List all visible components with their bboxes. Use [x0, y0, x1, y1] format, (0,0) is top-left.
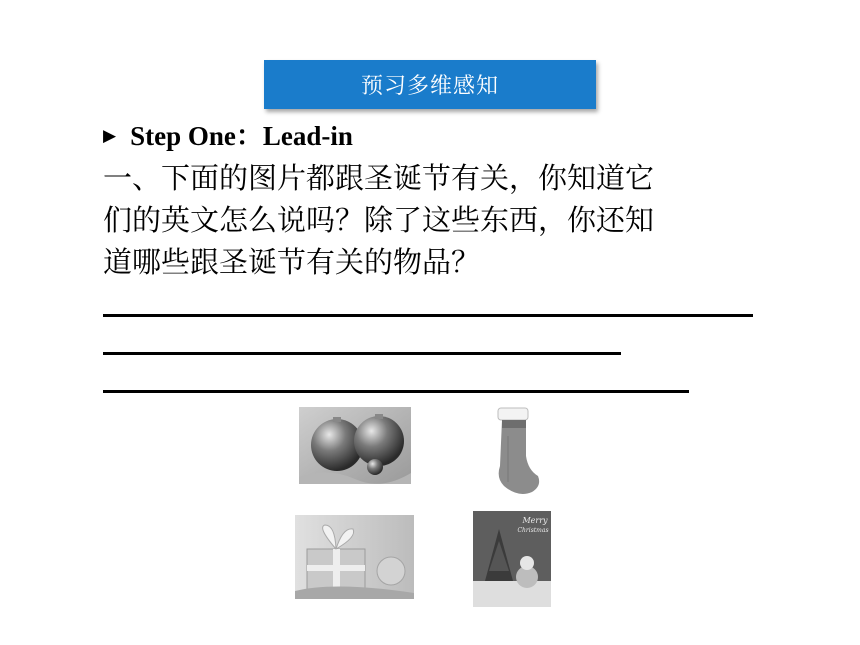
step-label: Step One：Lead-in [130, 121, 353, 151]
question-line: 们的英文怎么说吗？除了这些东西，你还知 [103, 203, 655, 237]
answer-blank-line [103, 352, 621, 355]
question-line: 一、下面的图片都跟圣诞节有关，你知道它 [103, 161, 655, 195]
triangle-right-icon: ▶ [103, 126, 117, 146]
question-text [103, 157, 753, 283]
christmas-card-image [473, 511, 551, 607]
christmas-ornaments-image [299, 407, 411, 484]
card-text: Christmas [517, 527, 549, 534]
gift-box-image [295, 515, 414, 599]
step-heading [103, 119, 353, 153]
question-line: 道哪些跟圣诞节有关的物品？ [103, 245, 481, 279]
section-banner [264, 60, 596, 109]
christmas-stocking-image [488, 406, 540, 498]
banner-title: 预习多维感知 [360, 74, 499, 99]
answer-blank-line [103, 314, 753, 317]
answer-blank-line [103, 390, 689, 393]
card-text: Merry [522, 516, 548, 525]
